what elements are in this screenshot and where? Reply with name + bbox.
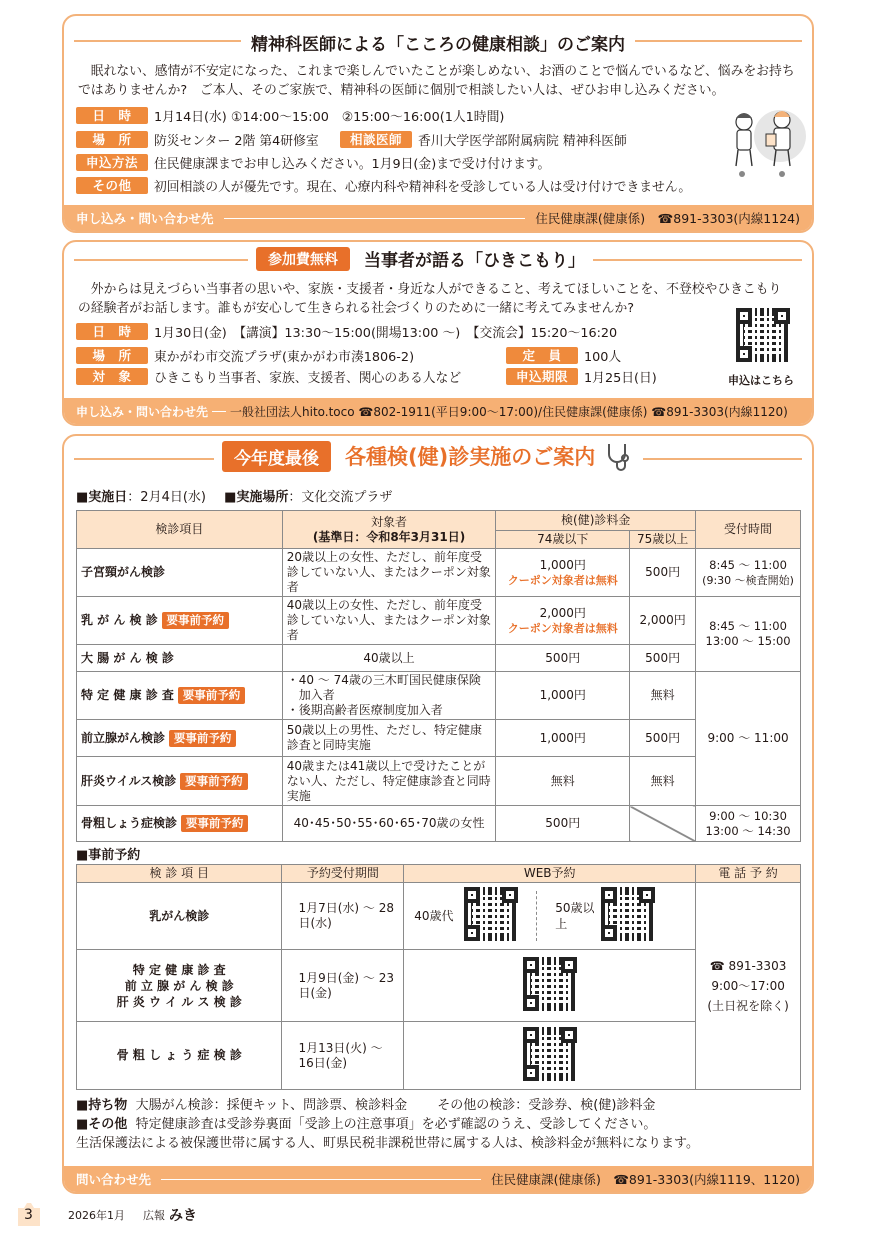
place-line-label: ■実施場所 [224,490,289,505]
prebook-row [77,950,801,1022]
fee-value: 1,000円 [539,557,586,572]
target-label: 対 象 [76,368,148,385]
date-value: 1月30日(金) 【講演】13:30～15:00(開場13:00 ～) 【交流会】15:20～16:20 [154,325,618,341]
qr-specific[interactable] [523,1000,577,1014]
date-row [76,106,504,124]
screening-panel [62,434,814,1194]
other-label: ■その他 [76,1117,128,1132]
header-fee-under: 74歳以下 [496,531,630,549]
row-fee-over: 2,000円 [630,597,696,645]
row-target: 50歳以上の男性、ただし、特定健康診査と同時実施 [282,720,496,757]
table-row [77,597,801,645]
footer-contact: 一般社団法人hito.toco ☎802-1911(平日9:00～17:00)/住民健康課(健康係) ☎891-3303(内線1120) [230,404,788,419]
prebook-header-web: WEB予約 [404,865,696,883]
reservation-badge: 要事前予約 [162,612,230,629]
screening-heading [214,440,643,472]
other-value: 特定健康診査は受診券裏面「受診上の注意事項」を必ず確認のうえ、受診してください。 [135,1117,657,1132]
row-name: 前立腺がん検診 [81,730,166,745]
reservation-badge: 要事前予約 [178,687,246,704]
time-value-2: 13:00 ～ 14:30 [705,823,791,838]
header-fee-over: 75歳以上 [630,531,696,549]
web-label-50s: 50歳以上 [555,901,595,931]
prebook-items [77,950,282,1022]
prebook-item: 乳がん検診 [77,883,282,950]
row-name-cell [77,597,283,645]
qr-caption: 申込はこちら [728,374,794,387]
coupon-note: クーポン対象者は無料 [507,573,618,587]
date-label: 日 時 [76,323,148,340]
date-line-label: ■実施日 [76,490,128,505]
phone-note: (土日祝を除く) [707,999,789,1013]
row-fee-under: 無料 [496,757,630,806]
footer-contact: 住民健康課(健康係) ☎891-3303(内線1119、1120) [491,1172,800,1187]
target-row [76,367,657,385]
row-name-cell [77,672,283,720]
prebook-period: 1月9日(金) ～ 23日(金) [282,950,404,1022]
footer-divider [161,1179,481,1180]
apply-label: 申込方法 [76,154,148,171]
row-target [282,672,496,720]
row-fee-under: 1,000円 [496,672,630,720]
other-label: その他 [76,177,148,194]
place-line-value: ：文化交流プラザ [288,490,393,505]
phone-hours: 9:00～17:00 [711,979,785,993]
target-line-1: ・40 ～ 74歳の三木町国民健康保険 [286,673,481,687]
deadline-label: 申込期限 [506,368,578,385]
reservation-badge: 要事前予約 [180,773,248,790]
apply-row [76,153,550,171]
consultation-title: 精神科医師による「こころの健康相談」のご案内 [241,30,635,55]
hikikomori-panel [62,240,814,426]
time-value: 8:45 ～ 11:00 [709,619,787,633]
fee-value: 2,000円 [539,605,586,620]
last-badge: 今年度最後 [222,441,331,472]
table-row [77,720,801,757]
footer-contact: 住民健康課(健康係) ☎891-3303(内線1124) [535,211,800,226]
prebook-web [404,883,696,950]
free-note: 生活保護法による被保護世帯に属する人、町県民税非課税世帯に属する人は、検診料金が無料になります。 [76,1136,699,1151]
doctor-value: 香川大学医学部附属病院 精神科医師 [418,133,627,149]
header-target-label: 対象者 [371,514,408,529]
consultation-illustration [722,100,806,184]
web-qr-group [404,886,695,946]
place-value: 東かがわ市交流プラザ(東かがわ市湊1806-2) [154,349,415,365]
prebook-web [404,1022,696,1090]
page-number-badge [14,1200,44,1230]
footer-divider [224,218,526,219]
row-name-cell [77,757,283,806]
footer-label: 申し込み・問い合わせ先 [76,211,214,226]
bring-value: 大腸がん検診：採便キット、問診票、検診料金 その他の検診：受診券、検(健)診料金 [135,1098,656,1113]
row-name-cell [77,720,283,757]
target-line-1b: 加入者 [298,688,335,702]
consultation-panel [62,14,814,233]
prebook-header-period: 予約受付期間 [282,865,404,883]
row-time [696,806,801,842]
row-target: 40歳または41歳以上で受けたことがない人、ただし、特定健康診査と同時実施 [282,757,496,806]
prebook-item: 肝 炎 ウ イ ル ス 検 診 [116,994,242,1009]
hikikomori-qr-code[interactable] [736,308,790,366]
prebook-row [77,1022,801,1090]
prebook-item: 特 定 健 康 診 査 [132,962,226,977]
hikikomori-title: 当事者が語る「ひきこもり」 [364,251,585,271]
row-fee-over: 500円 [630,720,696,757]
page-footer [14,1200,197,1230]
prebook-header-item: 検 診 項 目 [77,865,282,883]
prebook-header-row [77,865,801,883]
prebook-item: 骨 粗 し ょ う 症 検 診 [77,1022,282,1090]
target-line-2: ・後期高齢者医療制度加入者 [286,703,443,717]
row-fee-over: 無料 [630,672,696,720]
prebook-header-phone: 電 話 予 約 [696,865,801,883]
hikikomori-footer [64,398,812,424]
free-badge: 参加費無料 [256,247,350,271]
apply-value: 住民健康課までお申し込みください。1月9日(金)まで受け付けます。 [154,156,551,172]
table-row [77,645,801,672]
prebook-table [76,864,801,1090]
header-fee: 検(健)診料金 [496,511,696,531]
row-fee-over: 500円 [630,549,696,597]
prebook-item: 前 立 腺 が ん 検 診 [124,978,234,993]
table-header-row [77,511,801,531]
row-target: 40･45･50･55･60･65･70歳の女性 [282,806,496,842]
coupon-note: クーポン対象者は無料 [507,621,618,635]
other-row [76,176,691,194]
row-fee-under [496,549,630,597]
place-row [76,130,627,148]
row-fee-under: 500円 [496,806,630,842]
row-target: 40歳以上の女性、ただし、前年度受診していない人、またはクーポン対象者 [282,597,496,645]
table-row [77,549,801,597]
reservation-badge: 要事前予約 [169,730,237,747]
issue-date: 2026年1月 [68,1209,125,1222]
row-fee-under: 1,000円 [496,720,630,757]
footer-label: 申し込み・問い合わせ先 [76,404,209,419]
prebook-heading: ■事前予約 [76,848,141,863]
header-time: 受付時間 [696,511,801,549]
magazine-logo: みき [169,1208,197,1224]
phone-number[interactable]: ☎ 891-3303 [709,959,787,973]
row-time [696,549,801,597]
consultation-intro: 眠れない、感情が不安定になった、これまで楽しんでいたことが楽しめない、お酒のことで悩んでいるなど、悩みをお持ちではありませんか? ご本人、そのご家族で、精神科の医師に個別で相談したい人は、ぜひお申し込みください。 [78,64,795,98]
phone-cell [696,883,801,1090]
row-name: 特 定 健 康 診 査 [81,688,174,702]
header-item: 検診項目 [77,511,283,549]
hikikomori-intro: 外からは見えづらい当事者の思いや、家族・支援者・身近な人ができること、考えてほしいことを、不登校やひきこもりの経験者がお話します。誰もが安心して生きられる社会づくりのために一緒に考えてみませんか? [78,282,782,316]
screening-footer [64,1166,812,1192]
deadline-value: 1月25日(日) [584,370,657,386]
hikikomori-heading [248,246,593,271]
other-line [76,1115,699,1134]
bring-line [76,1096,699,1115]
header-target-sub: (基準日：令和8年3月31日) [312,529,466,544]
page-number: 3 [24,1207,33,1223]
table-row [77,757,801,806]
row-name: 肝炎ウイルス検診 [81,773,177,788]
time-value-2: 13:00 ～ 15:00 [705,634,791,648]
row-fee-over-na [630,806,696,842]
row-fee-over: 500円 [630,645,696,672]
qr-40s[interactable] [464,887,518,945]
reservation-badge: 要事前予約 [181,815,249,832]
bring-label: ■持ち物 [76,1098,128,1113]
other-value: 初回相談の人が優先です。現在、心療内科や精神科を受診している人は受け付けできません。 [154,179,692,195]
footer-divider [212,411,226,412]
target-value: ひきこもり当事者、家族、支援者、関心のある人など [154,370,462,386]
capacity-label: 定 員 [506,347,578,364]
consultation-footer [64,205,812,231]
prebook-period: 1月7日(水) ～ 28日(水) [282,883,404,950]
date-value: 1月14日(水) ①14:00～15:00 ②15:00～16:00(1人1時間) [154,109,505,125]
prebook-web [404,950,696,1022]
qr-50s[interactable] [601,887,655,945]
row-name: 乳 が ん 検 診 [81,613,158,627]
table-row [77,806,801,842]
capacity-value: 100人 [584,349,622,365]
row-target: 40歳以上 [282,645,496,672]
web-label-40s: 40歳代 [414,908,454,923]
prebook-row [77,883,801,950]
row-fee-under [496,597,630,645]
place-value: 防災センター 2階 第4研修室 [154,133,319,149]
time-note: (9:30 ～検査開始) [702,573,794,587]
header-target [282,511,496,549]
stethoscope-icon [603,440,635,472]
web-divider [536,891,537,941]
time-value: 8:45 ～ 11:00 [709,557,787,572]
screening-table [76,510,801,842]
row-time [696,597,801,672]
row-fee-under: 500円 [496,645,630,672]
place-row [76,346,621,364]
screening-title: 各種検(健)診実施のご案内 [345,445,596,469]
row-name-cell [77,806,283,842]
row-name: 大 腸 が ん 検 診 [77,645,283,672]
place-label: 場 所 [76,347,148,364]
prebook-period: 1月13日(火) ～ 16日(金) [282,1022,404,1090]
place-label: 場 所 [76,131,148,148]
row-name: 子宮頸がん検診 [77,549,283,597]
row-target: 20歳以上の女性、ただし、前年度受診していない人、またはクーポン対象者 [282,549,496,597]
doctor-label: 相談医師 [340,131,412,148]
magazine-label: 広報 [143,1209,165,1222]
table-row [77,672,801,720]
row-fee-over: 無料 [630,757,696,806]
date-place-line [76,486,392,505]
date-line-value: ：2月4日(水) [127,490,206,505]
time-value: 9:00 ～ 10:30 [709,808,787,823]
notes-block [76,1096,699,1153]
footer-label: 問い合わせ先 [76,1172,152,1187]
row-name: 骨粗しょう症検診 [81,816,178,830]
date-row [76,322,617,340]
qr-bone[interactable] [523,1070,577,1084]
row-time: 9:00 ～ 11:00 [696,672,801,806]
date-label: 日 時 [76,107,148,124]
